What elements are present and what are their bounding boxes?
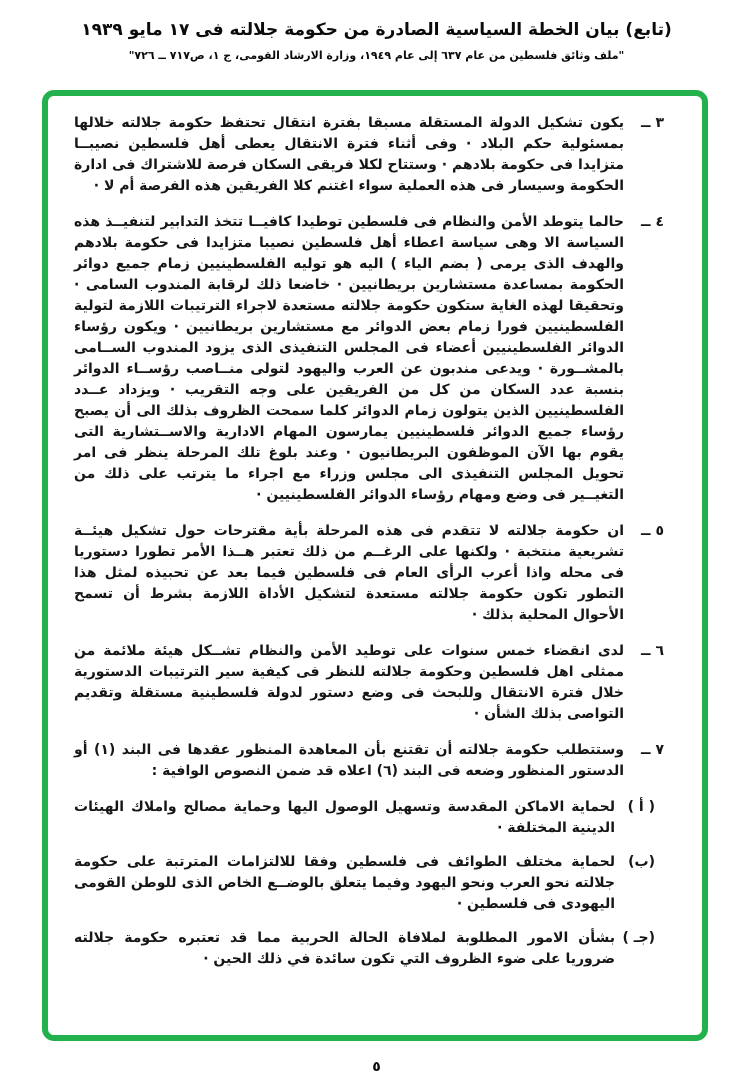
document-source-citation: "ملف وثائق فلسطين من عام ٦٣٧ إلى عام ١٩٤٩، وزارة الارشاد القومى، ج ١، ص٧١٧ ــ ٧٢٦" <box>128 49 625 62</box>
paragraph-text: بشأن الامور المطلوبة لملافاة الحالة الحربية مما قد تعتبره حكومة جلالته ضروريا على ضوء الظروف التي تكون سائدة في ذلك الحين · <box>74 930 615 967</box>
paragraph <box>74 797 655 839</box>
paragraph-marker: ٥ ــ <box>641 523 664 539</box>
page-number: ٥ <box>372 1059 381 1075</box>
paragraph-text: لدى انقضاء خمس سنوات على توطيد الأمن والنظام تشــكل هيئة ملائمة من ممثلى اهل فلسطين وحكومة جلالته للنظر فى كيفية سير الترتيبات الدستورية خلال فترة الانتقال وللبحث فى وضع دستور لدولة فلسطينية مستقلة وتقديم التواصى بذلك الشأن · <box>74 643 624 722</box>
paragraph-marker: ٧ ــ <box>641 742 664 758</box>
paragraph-text: ان حكومة جلالته لا تتقدم فى هذه المرحلة بأية مقترحات حول تشكيل هيئــة تشريعية منتخبة · ولكنها على الرغــم من ذلك تعتبر هــذا الأمر تطورا دستوريا فى محله واذا أعرب الرأى العام فى فلسطين فيما بعد عن تحبيذه لمثل هذا التطور تكون حكومة جلالته مستعدة لتشكيل الأداة اللازمة بشرط أن تسمح الأحوال المحلية بذلك · <box>74 523 624 623</box>
document-body <box>74 113 664 970</box>
document-title: (تابع) بيان الخطة السياسية الصادرة من حكومة جلالته فى ١٧ مايو ١٩٣٩ <box>81 20 672 40</box>
paragraph-text: لحماية مختلف الطوائف فى فلسطين وفقا للالتزامات المترتبة على حكومة جلالته نحو العرب ونحو اليهود وفيما يتعلق بالوضــع الخاص الذى للوطن القومى اليهودى فى فلسطين · <box>74 854 615 912</box>
paragraph <box>74 521 664 626</box>
paragraph-text: وستتطلب حكومة جلالته أن تقتنع بأن المعاهدة المنظور عقدها فى البند (١) أو الدستور المنظور وضعه فى البند (٦) اعلاه قد ضمن النصوص الوافية : <box>74 742 624 779</box>
paragraph-marker: (جـ ) <box>622 930 655 946</box>
paragraph-marker: ( أ ) <box>627 799 655 815</box>
paragraph <box>74 852 655 915</box>
paragraph-text: لحماية الاماكن المقدسة وتسهيل الوصول اليها وحماية مصالح واملاك الهيئات الدينية المختلفة · <box>74 799 615 836</box>
paragraph-text: حالما يتوطد الأمن والنظام فى فلسطين توطيدا كافيــا تتخذ التدابير لتنفيــذ هذه السياسة الا وهى سياسة اعطاء أهل فلسطين نصيبا متزايدا فى حكومة بلادهم والهدف الذى يرمى ( بضم الياء ) اليه هو توليه الفلسطينيين زمام جميع دوائر الحكومة بمساعدة مستشارين بريطانيين · خاضعا ذلك لرقابة المندوب السامى · وتحقيقا لهذه الغاية ستكون حكومة جلالته مستعدة لاجراء الترتيبات اللازمة لتولية الفلسطينيين فورا زمام بعض الدوائر مع مستشارين بريطانيين · ويكون رؤساء الدوائر الفلسطينيين أعضاء فى المجلس التنفيذى الذى يزود المندوب الســامى بالمشــورة · ويدعى مندبون عن العرب واليهود لتولى منــاصب رؤســاء الدوائر بنسبة عدد السكان من كل من الفريقين على وجه التقريب · ويزداد عــدد الفلسطينيين الذين يتولون زمام الدوائر كلما سمحت الظروف بذلك الى أن يصبح رؤساء جميع الدوائر فلسطينيين يمارسون المهام الادارية والاســتشارية التى يقوم بها الآن الموظفون البريطانيون · وعند بلوغ تلك المرحلة ينظر فى امر تحويل المجلس التنفيذى الى مجلس وزراء مع اجراء ما يترتب على ذلك من التغيــير فى وضع ومهام رؤساء الدوائر الفلسطينيين · <box>74 214 624 503</box>
document-header <box>0 20 753 62</box>
paragraph-marker: ٣ ــ <box>641 115 664 131</box>
green-highlight-frame <box>42 90 708 1041</box>
paragraph-text: يكون تشكيل الدولة المستقلة مسبقا بفترة انتقال تحتفظ حكومة جلالته خلالها بمسئولية حكم البلاد · وفى أثناء فترة الانتقال يعطى أهل فلسطين نصيبــا متزايدا فى حكومة بلادهم · وستتاح لكلا فريقى السكان فرصة للاشتراك فى ادارة الحكومة وسيسار فى هذه العملية سواء اغتنم كلا الفريقين هذه الفرصة أم لا · <box>74 115 624 194</box>
paragraph <box>74 641 664 725</box>
paragraph-marker: ٤ ــ <box>641 214 664 230</box>
paragraph <box>74 212 664 506</box>
paragraph-marker: (ب) <box>628 854 655 870</box>
paragraph <box>74 113 664 197</box>
paragraph-marker: ٦ ــ <box>641 643 664 659</box>
paragraph <box>74 928 655 970</box>
paragraph <box>74 740 664 782</box>
